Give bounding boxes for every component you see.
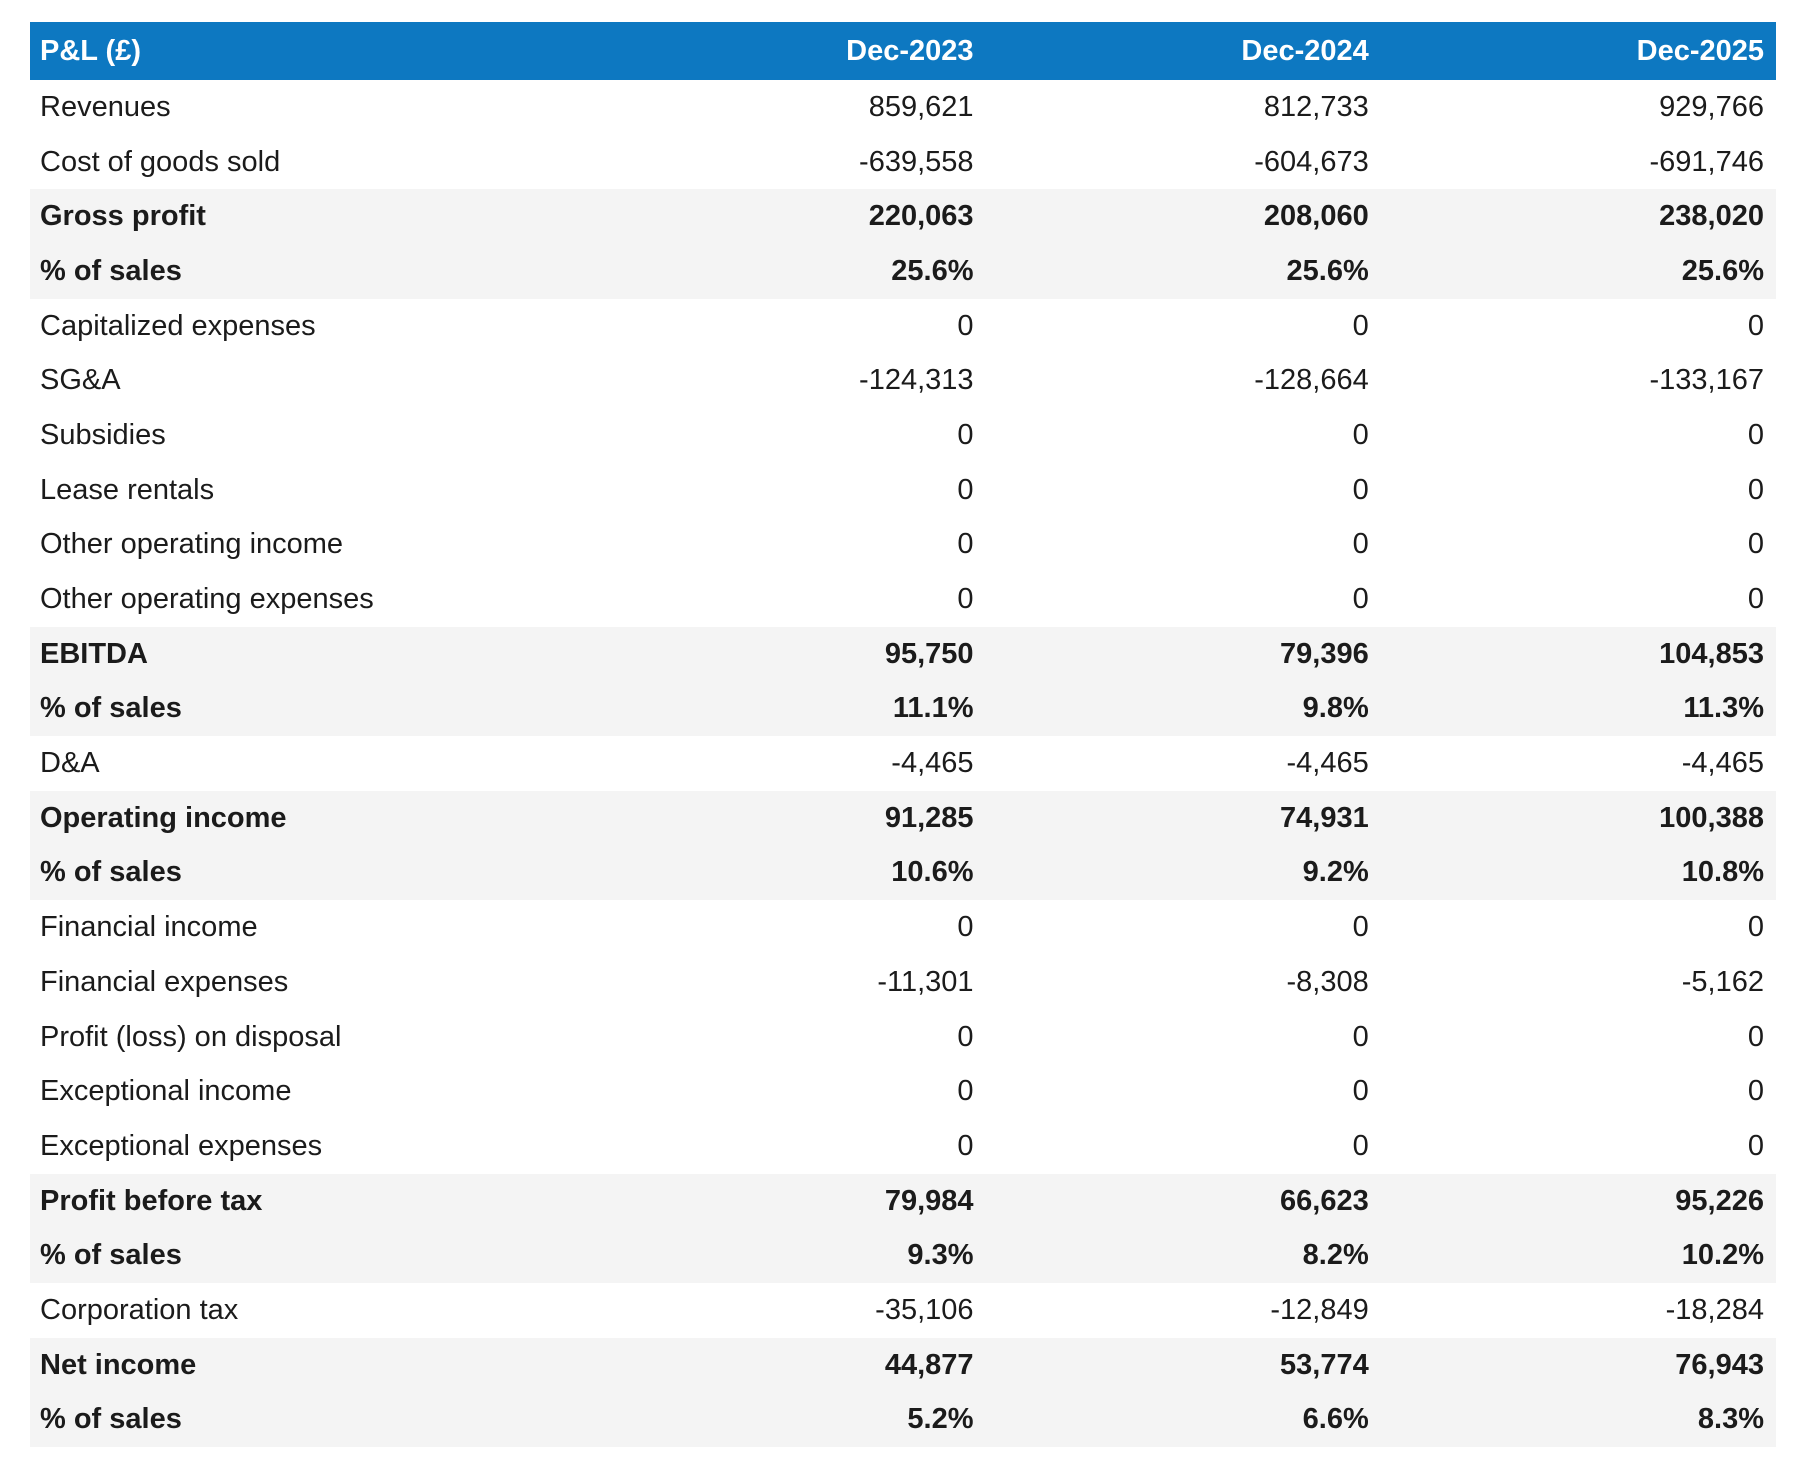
cell-value: -604,673 (986, 135, 1381, 190)
row-label: Financial income (30, 900, 590, 955)
pnl-statement-table (30, 22, 1776, 1447)
cell-value: 95,750 (590, 627, 985, 682)
table-row (30, 900, 1776, 955)
column-header-dec-2023: Dec-2023 (590, 22, 985, 80)
cell-value: 8.2% (986, 1228, 1381, 1283)
row-label: Revenues (30, 80, 590, 135)
cell-value: 44,877 (590, 1338, 985, 1393)
cell-value: 0 (590, 408, 985, 463)
table-row (30, 1338, 1776, 1393)
cell-value: 74,931 (986, 791, 1381, 846)
row-label: Financial expenses (30, 955, 590, 1010)
cell-value: 0 (1381, 408, 1776, 463)
cell-value: -4,465 (590, 736, 985, 791)
row-label: SG&A (30, 353, 590, 408)
cell-value: -691,746 (1381, 135, 1776, 190)
table-row (30, 682, 1776, 737)
cell-value: -8,308 (986, 955, 1381, 1010)
cell-value: 25.6% (1381, 244, 1776, 299)
cell-value: -18,284 (1381, 1283, 1776, 1338)
row-label: Capitalized expenses (30, 299, 590, 354)
cell-value: 10.2% (1381, 1228, 1776, 1283)
cell-value: 0 (590, 1010, 985, 1065)
table-row (30, 408, 1776, 463)
row-label: % of sales (30, 244, 590, 299)
cell-value: 79,984 (590, 1174, 985, 1229)
table-row (30, 955, 1776, 1010)
table-row (30, 353, 1776, 408)
cell-value: 0 (986, 572, 1381, 627)
cell-value: 11.1% (590, 682, 985, 737)
row-label: D&A (30, 736, 590, 791)
pnl-table-body (30, 80, 1776, 1447)
cell-value: 0 (1381, 518, 1776, 573)
cell-value: 95,226 (1381, 1174, 1776, 1229)
table-row (30, 1064, 1776, 1119)
cell-value: 104,853 (1381, 627, 1776, 682)
cell-value: 238,020 (1381, 189, 1776, 244)
cell-value: -4,465 (986, 736, 1381, 791)
cell-value: 9.8% (986, 682, 1381, 737)
cell-value: 0 (986, 299, 1381, 354)
row-label: Profit (loss) on disposal (30, 1010, 590, 1065)
cell-value: 79,396 (986, 627, 1381, 682)
table-row (30, 1174, 1776, 1229)
cell-value: -133,167 (1381, 353, 1776, 408)
cell-value: -5,162 (1381, 955, 1776, 1010)
row-label: Operating income (30, 791, 590, 846)
cell-value: 0 (590, 463, 985, 518)
table-row (30, 518, 1776, 573)
cell-value: 0 (986, 463, 1381, 518)
row-label: % of sales (30, 682, 590, 737)
table-row (30, 846, 1776, 901)
cell-value: -12,849 (986, 1283, 1381, 1338)
row-label: Lease rentals (30, 463, 590, 518)
cell-value: 25.6% (590, 244, 985, 299)
row-label: Profit before tax (30, 1174, 590, 1229)
row-label: % of sales (30, 846, 590, 901)
row-label: Net income (30, 1338, 590, 1393)
cell-value: 11.3% (1381, 682, 1776, 737)
cell-value: 91,285 (590, 791, 985, 846)
cell-value: 10.8% (1381, 846, 1776, 901)
cell-value: -35,106 (590, 1283, 985, 1338)
row-label: Gross profit (30, 189, 590, 244)
row-label: Exceptional income (30, 1064, 590, 1119)
cell-value: -124,313 (590, 353, 985, 408)
row-label: Corporation tax (30, 1283, 590, 1338)
cell-value: -128,664 (986, 353, 1381, 408)
table-row (30, 1228, 1776, 1283)
cell-value: 220,063 (590, 189, 985, 244)
cell-value: 0 (1381, 1010, 1776, 1065)
cell-value: 0 (1381, 1119, 1776, 1174)
cell-value: 53,774 (986, 1338, 1381, 1393)
table-row (30, 135, 1776, 190)
table-row (30, 1119, 1776, 1174)
cell-value: 0 (986, 1119, 1381, 1174)
cell-value: 100,388 (1381, 791, 1776, 846)
cell-value: 66,623 (986, 1174, 1381, 1229)
table-row (30, 791, 1776, 846)
table-row (30, 299, 1776, 354)
row-label: Exceptional expenses (30, 1119, 590, 1174)
table-row (30, 627, 1776, 682)
table-row (30, 572, 1776, 627)
cell-value: 9.2% (986, 846, 1381, 901)
cell-value: 929,766 (1381, 80, 1776, 135)
cell-value: 0 (590, 518, 985, 573)
cell-value: 10.6% (590, 846, 985, 901)
table-row (30, 736, 1776, 791)
cell-value: -639,558 (590, 135, 985, 190)
header-row (30, 22, 1776, 80)
cell-value: 0 (1381, 572, 1776, 627)
table-row (30, 1393, 1776, 1448)
cell-value: 25.6% (986, 244, 1381, 299)
cell-value: 0 (1381, 900, 1776, 955)
cell-value: 0 (590, 1119, 985, 1174)
cell-value: 9.3% (590, 1228, 985, 1283)
table-row (30, 80, 1776, 135)
table-row (30, 1283, 1776, 1338)
pnl-table (30, 22, 1776, 1447)
cell-value: 0 (590, 572, 985, 627)
cell-value: -4,465 (1381, 736, 1776, 791)
table-row (30, 463, 1776, 518)
cell-value: 812,733 (986, 80, 1381, 135)
cell-value: 0 (986, 408, 1381, 463)
cell-value: 208,060 (986, 189, 1381, 244)
table-row (30, 1010, 1776, 1065)
row-label: Subsidies (30, 408, 590, 463)
cell-value: 0 (1381, 1064, 1776, 1119)
cell-value: 0 (986, 1064, 1381, 1119)
cell-value: 0 (590, 1064, 985, 1119)
cell-value: 859,621 (590, 80, 985, 135)
cell-value: 0 (986, 518, 1381, 573)
row-label: % of sales (30, 1393, 590, 1448)
table-row (30, 244, 1776, 299)
row-label: Cost of goods sold (30, 135, 590, 190)
cell-value: 0 (986, 1010, 1381, 1065)
table-row (30, 189, 1776, 244)
row-label: Other operating income (30, 518, 590, 573)
column-header-dec-2024: Dec-2024 (986, 22, 1381, 80)
cell-value: -11,301 (590, 955, 985, 1010)
column-header-dec-2025: Dec-2025 (1381, 22, 1776, 80)
cell-value: 76,943 (1381, 1338, 1776, 1393)
cell-value: 0 (1381, 299, 1776, 354)
cell-value: 0 (590, 900, 985, 955)
cell-value: 0 (590, 299, 985, 354)
row-label: EBITDA (30, 627, 590, 682)
cell-value: 8.3% (1381, 1393, 1776, 1448)
cell-value: 5.2% (590, 1393, 985, 1448)
row-label: Other operating expenses (30, 572, 590, 627)
cell-value: 6.6% (986, 1393, 1381, 1448)
row-label: % of sales (30, 1228, 590, 1283)
cell-value: 0 (1381, 463, 1776, 518)
cell-value: 0 (986, 900, 1381, 955)
column-header-pnl: P&L (£) (30, 22, 590, 80)
